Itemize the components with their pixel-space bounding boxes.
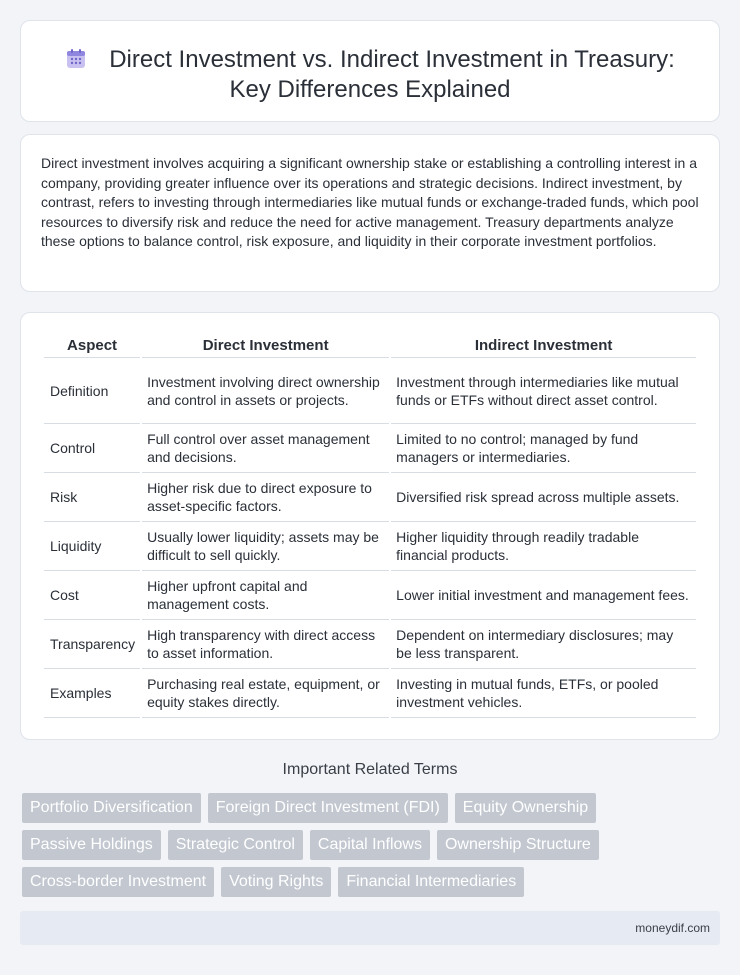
indirect-cell: Dependent on intermediary disclosures; may be less transparent. — [391, 620, 696, 669]
tag-portfolio-diversification[interactable]: Portfolio Diversification — [22, 793, 201, 823]
footer-site[interactable]: moneydif.com — [635, 921, 710, 935]
header-aspect: Aspect — [44, 332, 140, 358]
comparison-table — [42, 332, 698, 718]
table-row — [44, 669, 696, 718]
table-row — [44, 473, 696, 522]
tag-financial-intermediaries[interactable]: Financial Intermediaries — [338, 867, 524, 897]
table-row — [44, 571, 696, 620]
tag-strategic-control[interactable]: Strategic Control — [168, 830, 303, 860]
indirect-cell: Limited to no control; managed by fund managers or intermediaries. — [391, 424, 696, 473]
indirect-cell: Lower initial investment and management fees. — [391, 571, 696, 620]
table-row — [44, 424, 696, 473]
intro-paragraph: Direct investment involves acquiring a significant ownership stake or establishing a controlling interest in a company, providing greater influence over its operations and strategic decisions. Indirect investment, by contrast, refers to investing through intermediaries like mutual funds or exchange-traded funds, which pool resources to diversify risk and reduce the need for active management. Treasury departments analyze these options to balance control, risk exposure, and liquidity in their corporate investment portfolios. — [41, 155, 699, 250]
table-row — [44, 358, 696, 424]
comparison-card — [20, 312, 720, 740]
header-direct: Direct Investment — [142, 332, 389, 358]
aspect-cell: Risk — [44, 473, 140, 522]
tag-row — [22, 793, 722, 823]
title-line-1: Direct Investment vs. Indirect Investment in Treasury: — [109, 46, 675, 73]
title-card — [20, 20, 720, 122]
direct-cell: Higher risk due to direct exposure to asset-specific factors. — [142, 473, 389, 522]
tag-row — [22, 867, 722, 897]
tag-voting-rights[interactable]: Voting Rights — [221, 867, 331, 897]
table-row — [44, 620, 696, 669]
tag-equity-ownership[interactable]: Equity Ownership — [455, 793, 596, 823]
aspect-cell: Definition — [44, 358, 140, 424]
related-terms-list — [22, 793, 722, 904]
tag-foreign-direct-investment[interactable]: Foreign Direct Investment (FDI) — [208, 793, 448, 823]
table-row — [44, 522, 696, 571]
title-line-2: Key Differences Explained — [229, 76, 511, 103]
tag-capital-inflows[interactable]: Capital Inflows — [310, 830, 430, 860]
header-indirect: Indirect Investment — [391, 332, 696, 358]
tag-cross-border-investment[interactable]: Cross-border Investment — [22, 867, 214, 897]
direct-cell: Purchasing real estate, equipment, or equity stakes directly. — [142, 669, 389, 718]
tag-ownership-structure[interactable]: Ownership Structure — [437, 830, 599, 860]
calendar-icon — [65, 48, 87, 70]
direct-cell: Full control over asset management and decisions. — [142, 424, 389, 473]
intro-card — [20, 134, 720, 292]
aspect-cell: Transparency — [44, 620, 140, 669]
table-header-row — [44, 332, 696, 358]
related-terms-title: Important Related Terms — [282, 761, 458, 778]
direct-cell: Usually lower liquidity; assets may be difficult to sell quickly. — [142, 522, 389, 571]
tag-passive-holdings[interactable]: Passive Holdings — [22, 830, 161, 860]
indirect-cell: Investment through intermediaries like mutual funds or ETFs without direct asset control. — [391, 358, 696, 424]
page-title — [61, 45, 679, 105]
direct-cell: Higher upfront capital and management costs. — [142, 571, 389, 620]
indirect-cell: Diversified risk spread across multiple assets. — [391, 473, 696, 522]
tag-row — [22, 830, 722, 860]
aspect-cell: Liquidity — [44, 522, 140, 571]
direct-cell: Investment involving direct ownership and control in assets or projects. — [142, 358, 389, 424]
indirect-cell: Higher liquidity through readily tradable financial products. — [391, 522, 696, 571]
aspect-cell: Cost — [44, 571, 140, 620]
indirect-cell: Investing in mutual funds, ETFs, or pooled investment vehicles. — [391, 669, 696, 718]
direct-cell: High transparency with direct access to asset information. — [142, 620, 389, 669]
aspect-cell: Control — [44, 424, 140, 473]
aspect-cell: Examples — [44, 669, 140, 718]
footer — [20, 911, 720, 945]
